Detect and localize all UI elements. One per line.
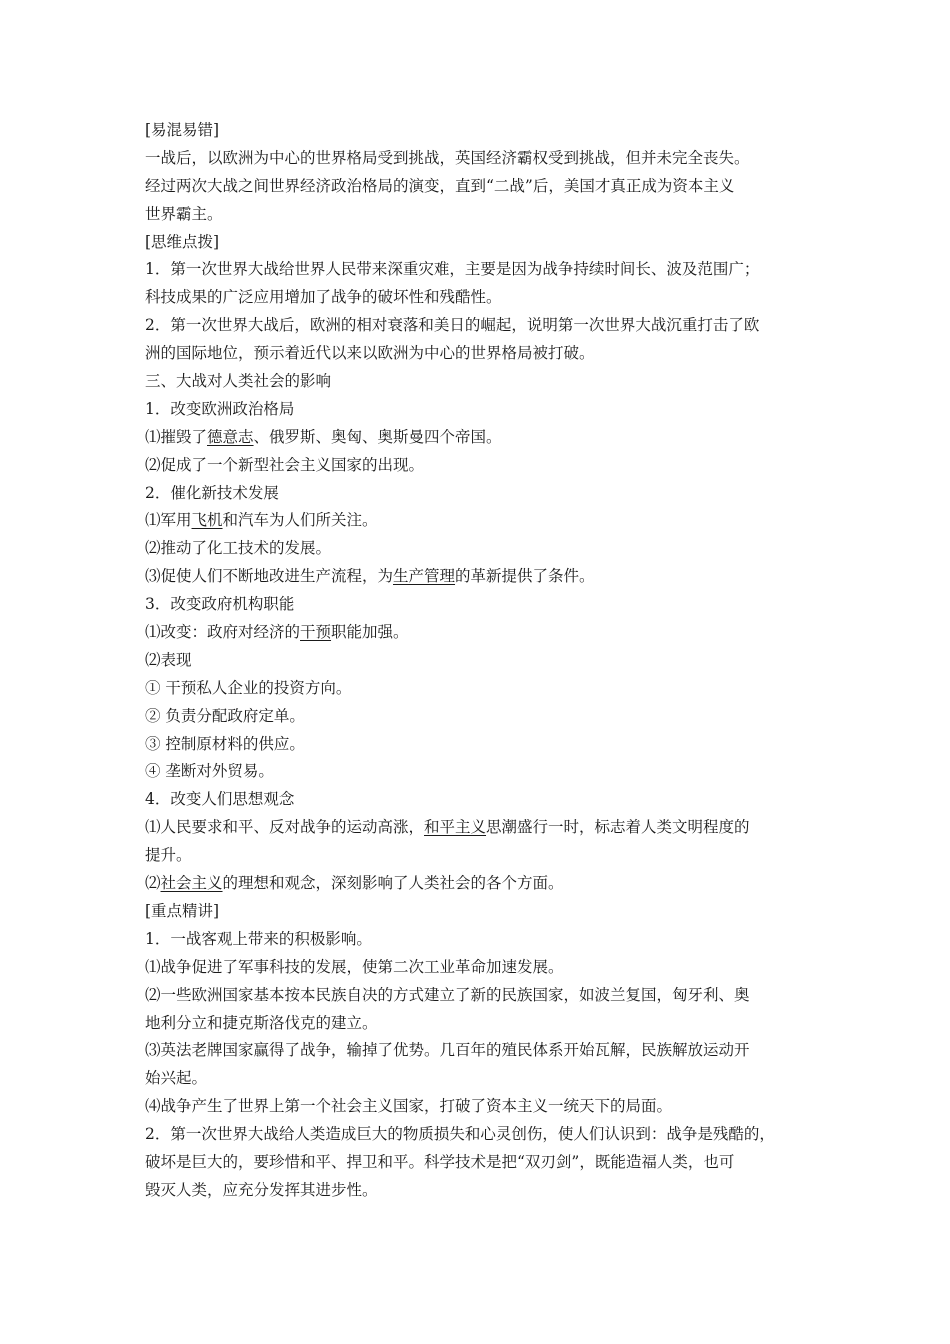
text-line (145, 507, 810, 535)
underlined-keyword: 德意志 (207, 427, 254, 446)
text-segment: ⑴改变：政府对经济的 (145, 623, 301, 642)
text-segment: 思潮盛行一时，标志着人类文明程度的 (486, 818, 750, 837)
text-segment: ⑶英法老牌国家赢得了战争，输掉了优势。几百年的殖民体系开始瓦解，民族解放运动开 (145, 1041, 750, 1060)
text-line (145, 284, 810, 312)
text-segment: ⑵表现 (145, 650, 192, 669)
text-line (145, 898, 810, 926)
text-line (145, 1121, 810, 1149)
text-segment: 的革新提供了条件。 (455, 567, 595, 586)
text-segment: 科技成果的广泛应用增加了战争的破坏性和残酷性。 (145, 288, 502, 307)
text-segment: 世界霸主。 (145, 204, 223, 223)
text-line (145, 1065, 810, 1093)
text-segment: 洲的国际地位，预示着近代以来以欧洲为中心的世界格局被打破。 (145, 344, 595, 363)
text-line (145, 1093, 810, 1121)
text-line (145, 842, 810, 870)
text-segment: 经过两次大战之间世界经济政治格局的演变，直到“二战”后，美国才真正成为资本主义 (145, 176, 735, 195)
text-line (145, 424, 810, 452)
text-line (145, 229, 810, 257)
text-line (145, 480, 810, 508)
text-segment: 1．一战客观上带来的积极影响。 (145, 929, 372, 948)
text-segment: ⑴军用 (145, 511, 192, 530)
text-segment: [重点精讲] (145, 901, 220, 920)
text-segment: ③ 控制原材料的供应。 (145, 734, 305, 753)
text-segment: ⑷战争产生了世界上第一个社会主义国家，打破了资本主义一统天下的局面。 (145, 1097, 673, 1116)
text-line (145, 758, 810, 786)
text-line (145, 703, 810, 731)
text-segment: ⑶促使人们不断地改进生产流程，为 (145, 567, 394, 586)
text-segment: 一战后，以欧洲为中心的世界格局受到挑战，英国经济霸权受到挑战，但并未完全丧失。 (145, 148, 750, 167)
text-line (145, 675, 810, 703)
text-line (145, 814, 810, 842)
text-segment: 4．改变人们思想观念 (145, 790, 295, 809)
underlined-keyword: 社会主义 (160, 874, 223, 893)
underlined-keyword: 和平主义 (424, 818, 487, 837)
text-line (145, 786, 810, 814)
text-segment: [思维点拨] (145, 232, 220, 251)
text-segment: 3．改变政府机构职能 (145, 595, 295, 614)
underlined-keyword: 飞机 (191, 511, 223, 530)
text-segment: ⑴人民要求和平、反对战争的运动高涨， (145, 818, 425, 837)
text-line (145, 368, 810, 396)
text-line (145, 117, 810, 145)
text-line (145, 954, 810, 982)
text-segment: ⑴战争促进了军事科技的发展，使第二次工业革命加速发展。 (145, 957, 564, 976)
text-line (145, 173, 810, 201)
text-line (145, 312, 810, 340)
text-segment: 1．第一次世界大战给世界人民带来深重灾难，主要是因为战争持续时间长、波及范围广； (145, 260, 760, 279)
text-line (145, 1010, 810, 1038)
text-line (145, 1037, 810, 1065)
text-segment: 提升。 (145, 846, 192, 865)
text-segment: 的理想和观念，深刻影响了人类社会的各个方面。 (222, 874, 564, 893)
text-segment: 职能加强。 (331, 623, 409, 642)
text-segment: ① 干预私人企业的投资方向。 (145, 678, 352, 697)
text-segment: 2．催化新技术发展 (145, 483, 279, 502)
text-line (145, 563, 810, 591)
text-segment: ⑴摧毁了 (145, 427, 208, 446)
text-line (145, 926, 810, 954)
text-line (145, 145, 810, 173)
text-line (145, 396, 810, 424)
text-segment: 地利分立和捷克斯洛伐克的建立。 (145, 1013, 378, 1032)
text-segment: [易混易错] (145, 121, 220, 139)
text-line (145, 1177, 810, 1205)
text-line (145, 201, 810, 229)
text-line (145, 619, 810, 647)
text-segment: 毁灭人类，应充分发挥其进步性。 (145, 1180, 378, 1199)
text-segment: ⑵促成了一个新型社会主义国家的出现。 (145, 455, 425, 474)
text-line (145, 452, 810, 480)
text-segment: ⑵一些欧洲国家基本按本民族自决的方式建立了新的民族国家，如波兰复国，匈牙利、奥 (145, 985, 750, 1004)
underlined-keyword: 生产管理 (393, 567, 456, 586)
text-segment: 2．第一次世界大战给人类造成巨大的物质损失和心灵创伤，使人们认识到：战争是残酷的， (145, 1125, 775, 1144)
document-body (145, 117, 810, 1205)
text-line (145, 535, 810, 563)
text-line (145, 1149, 810, 1177)
text-line (145, 870, 810, 898)
text-segment: 1．改变欧洲政治格局 (145, 399, 295, 418)
text-segment: ⑵ (145, 874, 161, 893)
text-segment: ⑵推动了化工技术的发展。 (145, 539, 332, 558)
text-line (145, 647, 810, 675)
text-line (145, 591, 810, 619)
text-segment: ② 负责分配政府定单。 (145, 706, 305, 725)
underlined-keyword: 干预 (300, 623, 332, 642)
text-segment: 破坏是巨大的，要珍惜和平、捍卫和平。科学技术是把“双刃剑”，既能造福人类，也可 (145, 1152, 735, 1171)
text-segment: 和汽车为人们所关注。 (222, 511, 378, 530)
text-segment: 始兴起。 (145, 1069, 208, 1088)
text-line (145, 982, 810, 1010)
text-segment: 2．第一次世界大战后，欧洲的相对衰落和美日的崛起，说明第一次世界大战沉重打击了欧 (145, 316, 760, 335)
text-segment: 三、大战对人类社会的影响 (145, 372, 332, 391)
text-line (145, 340, 810, 368)
text-segment: 、俄罗斯、奥匈、奥斯曼四个帝国。 (253, 427, 502, 446)
text-line (145, 256, 810, 284)
text-segment: ④ 垄断对外贸易。 (145, 762, 274, 781)
text-line (145, 731, 810, 759)
